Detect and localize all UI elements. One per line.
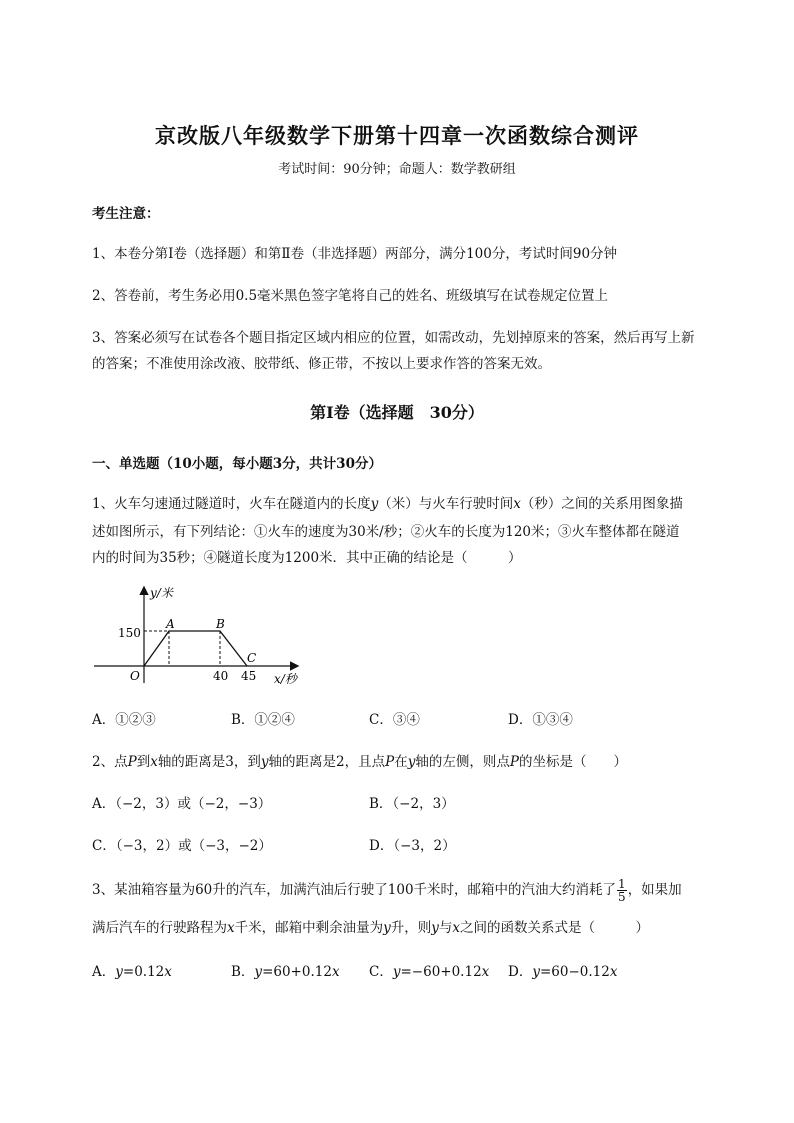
- option-expr: =60−0.12: [539, 964, 610, 980]
- q1-line-1: [92, 492, 683, 512]
- q1-graph: [92, 578, 322, 693]
- q2-text: 到: [136, 754, 151, 770]
- x-tick-40: 40: [213, 669, 229, 683]
- notice-heading: 考生注意：: [92, 206, 160, 222]
- option-letter: C．: [369, 964, 393, 980]
- var-p: P: [385, 754, 395, 770]
- var-x: x: [452, 920, 461, 936]
- notice-item-2: 2、答卷前，考生务必用0.5毫米黑色签字笔将自己的姓名、班级填写在试卷规定位置上: [92, 288, 609, 304]
- var-y: y: [260, 754, 269, 770]
- var-y: y: [370, 496, 379, 512]
- q3-text: 千米，邮箱中剩余油量为: [234, 920, 384, 936]
- var-y: y: [407, 754, 416, 770]
- option-letter: A．: [92, 964, 116, 980]
- q1-option-b[interactable]: B．①②④: [231, 712, 295, 728]
- option-letter: B．: [231, 964, 255, 980]
- var-y: y: [115, 964, 123, 980]
- var-y: y: [392, 964, 401, 980]
- exam-info: 考试时间：90分钟；命题人：数学教研组: [278, 162, 516, 177]
- var-x: x: [513, 496, 521, 512]
- q1-option-d[interactable]: D．①③④: [508, 712, 573, 728]
- q3-text: ，如果加: [627, 882, 682, 898]
- q1-option-c[interactable]: C．③④: [369, 712, 420, 728]
- var-x: x: [227, 920, 235, 936]
- notice-item-3-cont: 的答案；不准使用涂改液、胶带纸、修正带，不按以上要求作答的答案无效。: [92, 356, 551, 372]
- notice-item-3: 3、答案必须写在试卷各个题目指定区域内相应的位置，如需改动，先划掉原来的答案，然后再写上新: [92, 330, 695, 346]
- var-p: P: [127, 754, 137, 770]
- q1-text: （秒）之间的关系用图象描: [520, 496, 683, 512]
- x-axis-label: x/秒: [274, 672, 297, 686]
- fraction-numerator: 1: [618, 877, 626, 891]
- var-y: y: [254, 964, 263, 980]
- var-x: x: [609, 964, 618, 980]
- q3-option-c[interactable]: [369, 960, 489, 980]
- q3-text: 满后汽车的行驶路程为: [92, 920, 227, 936]
- q1-text: （米）与火车行驶时间: [378, 496, 514, 512]
- q2-option-b[interactable]: B．（−2，3）: [369, 796, 455, 812]
- q2-text: 的坐标是（ ）: [518, 754, 627, 770]
- var-y: y: [431, 920, 439, 936]
- option-letter: D．: [508, 964, 533, 980]
- point-c-label: C: [247, 651, 257, 665]
- y-axis-label: y/米: [150, 586, 173, 600]
- notice-item-1: 1、本卷分第I卷（选择题）和第Ⅱ卷（非选择题）两部分，满分100分，考试时间90分钟: [92, 246, 618, 262]
- y-tick-150: 150: [118, 626, 141, 640]
- var-x: x: [481, 964, 490, 980]
- q3-option-d[interactable]: [508, 960, 617, 980]
- origin-label: O: [130, 669, 140, 683]
- fraction-one-fifth: [617, 878, 627, 903]
- q2-option-d[interactable]: D．（−3，2）: [369, 838, 456, 854]
- q3-option-a[interactable]: [92, 960, 172, 980]
- var-x: x: [331, 964, 340, 980]
- x-tick-45: 45: [241, 669, 257, 683]
- option-expr: =−60+0.12: [400, 964, 482, 980]
- q2-text: 在: [394, 754, 408, 770]
- q3-option-b[interactable]: [231, 960, 340, 980]
- page-title: 京改版八年级数学下册第十四章一次函数综合测评: [155, 123, 639, 148]
- q1-line-2: 述如图所示，有下列结论：①火车的速度为30米/秒；②火车的长度为120米；③火车整体都在隧道: [92, 524, 680, 540]
- q1-option-a[interactable]: A．①②③: [92, 712, 156, 728]
- option-expr: =60+0.12: [262, 964, 332, 980]
- part-title: 一、单选题（10小题，每小题3分，共计30分）: [92, 456, 382, 472]
- fraction-denominator: 5: [618, 890, 626, 904]
- var-y: y: [383, 920, 391, 936]
- var-x: x: [150, 754, 158, 770]
- point-b-label: B: [216, 617, 225, 631]
- graph-line: [144, 631, 247, 666]
- var-y: y: [532, 964, 540, 980]
- option-expr: =0.12: [122, 964, 165, 980]
- q1-line-3: 内的时间为35秒；④隧道长度为1200米．其中正确的结论是（ ）: [92, 550, 522, 566]
- section-title: 第I卷（选择题 30分）: [310, 403, 484, 422]
- q2-line-1: [92, 750, 627, 770]
- q3-line-2: [92, 916, 649, 936]
- q2-text: 轴的左侧，则点: [415, 754, 510, 770]
- q3-text: 与: [438, 920, 453, 936]
- q2-option-a[interactable]: A．（−2，3）或（−2，−3）: [92, 796, 272, 812]
- point-a-label: A: [166, 617, 175, 631]
- q3-text: 升，则: [390, 920, 432, 936]
- q2-text: 轴的距离是3，到: [157, 754, 261, 770]
- q3-text: 之间的函数关系式是（ ）: [460, 920, 650, 936]
- q2-option-c[interactable]: C．（−3，2）或（−3，−2）: [92, 838, 272, 854]
- q1-text: 1、火车匀速通过隧道时，火车在隧道内的长度: [92, 496, 371, 512]
- q2-text: 2、点: [92, 754, 128, 770]
- q3-line-1: [92, 878, 682, 903]
- var-p: P: [509, 754, 519, 770]
- q2-text: 轴的距离是2，且点: [268, 754, 386, 770]
- var-x: x: [164, 964, 172, 980]
- q3-text: 3、某油箱容量为60升的汽车，加满汽油后行驶了100千米时，邮箱中的汽油大约消耗了: [92, 882, 617, 898]
